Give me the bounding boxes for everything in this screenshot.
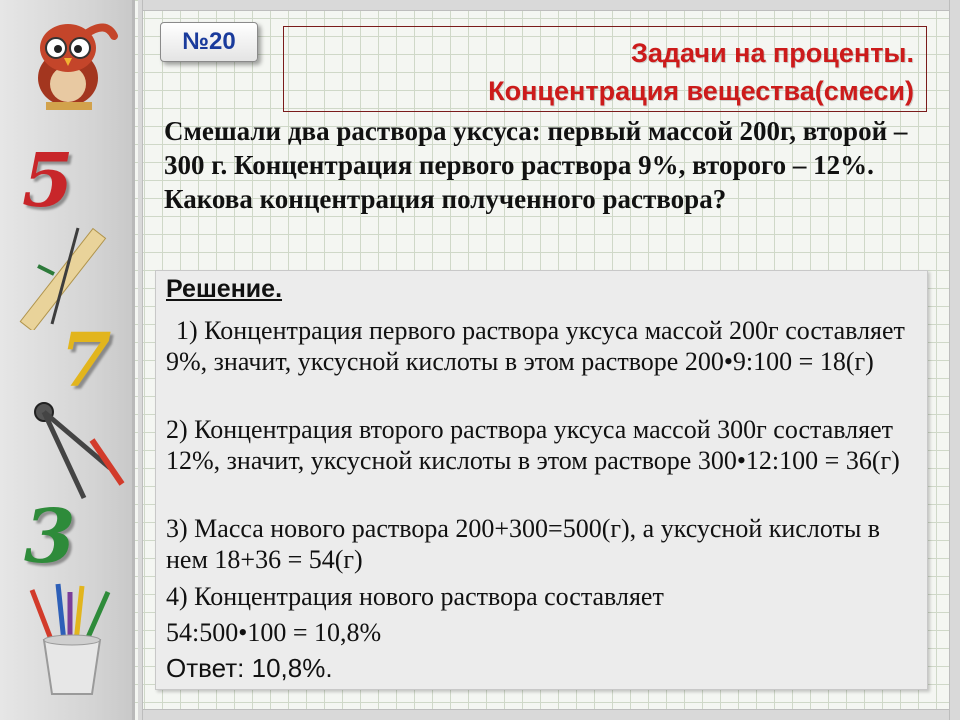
solution-step-3: 3) Масса нового раствора 200+300=500(г), а уксусной кислоты в нем 18+36 = 54(г) bbox=[166, 514, 881, 574]
solution-heading: Решение. bbox=[166, 275, 283, 303]
right-frame bbox=[949, 0, 960, 720]
digit-7-decor: 7 bbox=[60, 318, 112, 404]
compass-icon bbox=[22, 394, 126, 504]
solution-step-4-calc: 54:500•100 = 10,8% bbox=[166, 618, 382, 647]
ruler-pencil-icon bbox=[18, 222, 114, 330]
owl-mascot-icon bbox=[16, 14, 124, 114]
digit-5-decor: 5 bbox=[22, 138, 74, 224]
solution-step-1: 1) Концентрация первого раствора уксуса массой 200г составляет 9%, значит, уксусной кислоты в этом растворе 200•9:100 = 18(г) bbox=[166, 316, 905, 376]
pencil-cup-icon bbox=[22, 582, 122, 700]
solution-step-4: 4) Концентрация нового раствора составляет bbox=[166, 582, 664, 611]
slide-number-badge: №20 bbox=[160, 22, 258, 62]
top-frame bbox=[142, 0, 960, 11]
bottom-frame bbox=[142, 709, 960, 720]
problem-statement: Смешали два раствора уксуса: первый массой 200г, второй – 300 г. Концентрация первого раствора 9%, второго – 12%. Какова концентрация полученного раствора? bbox=[164, 116, 908, 214]
left-divider bbox=[138, 0, 143, 720]
solution-panel bbox=[155, 270, 928, 690]
answer-text: Ответ: 10,8%. bbox=[166, 653, 333, 683]
digit-3-decor: 3 bbox=[24, 494, 76, 580]
title-line-2: Концентрация вещества(смеси) bbox=[488, 76, 914, 106]
title-line-1: Задачи на проценты. bbox=[630, 38, 914, 68]
solution-step-2: 2) Концентрация второго раствора уксуса массой 300г составляет 12%, значит, уксусной кислоты в этом растворе 300•12:100 = 36(г) bbox=[166, 415, 900, 475]
